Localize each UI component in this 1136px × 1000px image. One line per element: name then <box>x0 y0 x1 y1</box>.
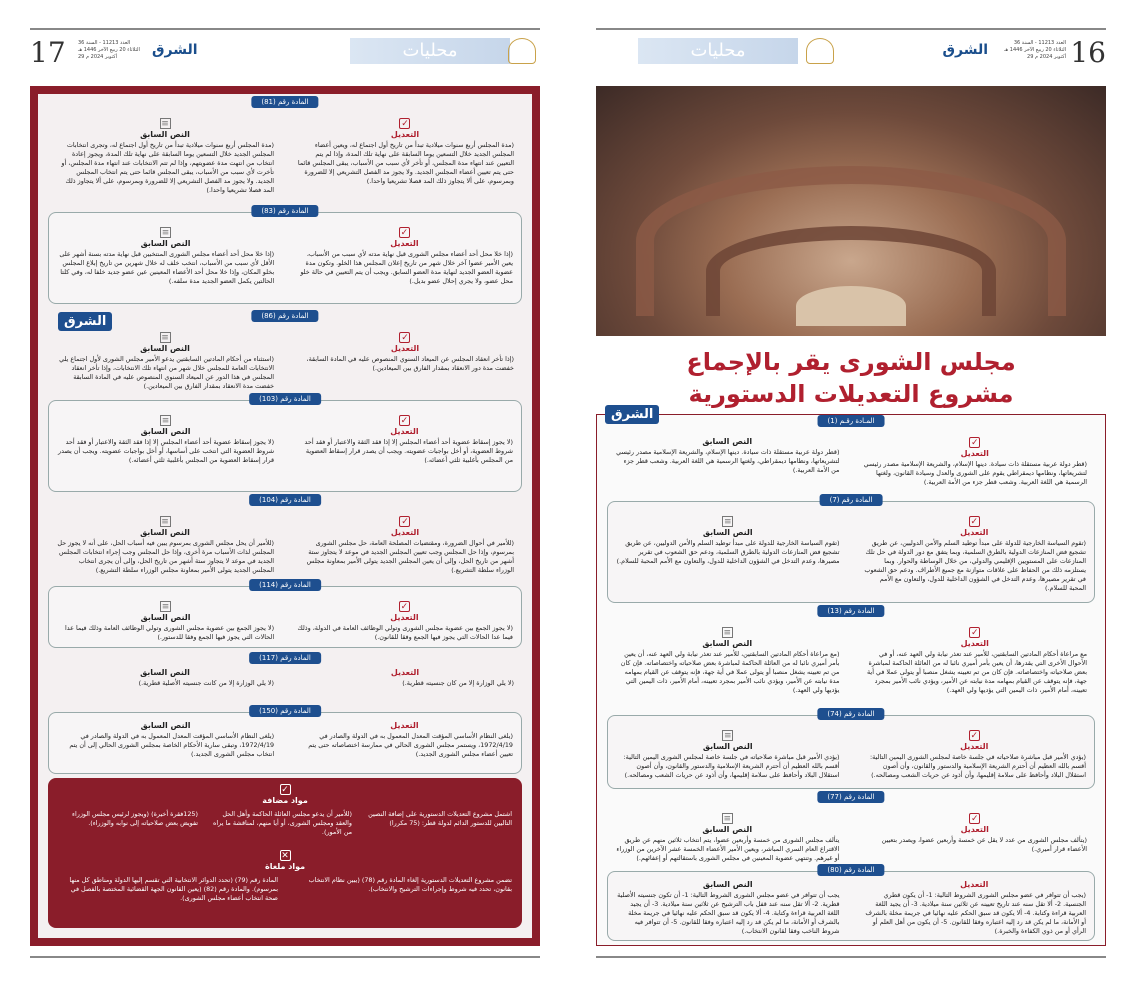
amended-heading: التعديل <box>390 721 419 730</box>
previous-heading: النص السابق <box>702 437 753 446</box>
article-title: المادة رقم (81) <box>251 96 318 108</box>
document-icon: ≡ <box>161 333 169 343</box>
close-icon: ✕ <box>281 851 289 861</box>
amended-heading: التعديل <box>960 742 989 751</box>
article-title: المادة رقم (80) <box>817 864 884 876</box>
previous-text: (إذا خلا محل أحد أعضاء مجلس الشورى المنتخبين قبل نهاية مدته بسنة أشهر على الأقل لأي سبب من الأسباب، انتخب خلف له خلال شهرين من تاريخ إبلاغ المجلس بخلو المكان، وإذا خلا محل أحد الأعضاء المعينين عين عضو جديد خلفا له، وفي كلتا الحالتين يكمل العضو الجديد مدة سلفه.) <box>59 250 275 285</box>
article-title: المادة رقم (150) <box>249 705 321 717</box>
previous-text: (لا يجوز إسقاط عضوية أحد أعضاء المجلس إلا إذا فقد الثقة والاعتبار أو فقد أحد شروط العضوية التي انتخب على أساسها، أو أخل بواجبات عضويته. ويجب أن يصدر قرار إسقاط العضوية من المجلس بأغلبية ثلثي أعضائه.) <box>58 438 275 464</box>
check-icon: ✓ <box>401 517 409 527</box>
newspaper-logo-small: الشرق <box>605 405 659 424</box>
article-title: المادة رقم (86) <box>251 310 318 322</box>
document-icon: ≡ <box>161 416 170 426</box>
article-103 <box>48 395 522 492</box>
document-icon: ≡ <box>161 517 169 527</box>
section-emblem-icon <box>806 38 834 64</box>
amended-heading: التعديل <box>390 528 420 537</box>
amended-heading: التعديل <box>390 239 419 248</box>
previous-heading: النص السابق <box>140 668 190 677</box>
amended-text: (مدة المجلس أربع سنوات ميلادية تبدأ من تاريخ أول اجتماع له، ويعين أعضاء المجلس الجديد خلال التسعين يوما السابقة على نهاية تلك المدة، وإذا لم يتم التعيين عند انتهاء مدة المجلس، أو تأخر لأي سبب من الأسباب، يبقى المجلس قائما حتى يتم تعيين أعضاء المجلس الجديد. ولا يجوز مد الفصل التشريعي إلا للضرورة وبمرسوم، على ألا يتجاوز ذلك المد فصلا تشريعيا واحدا.) <box>297 141 514 185</box>
article-title: المادة رقم (74) <box>817 708 884 720</box>
previous-text: (تقوم السياسة الخارجية للدولة على مبدأ توطيد السلم والأمن الدوليين، عن طريق تشجيع فض المنازعات الدولية بالطرق السلمية، ودعم حق الشعوب في تقرير مصيرها، وعدم التدخل في الشؤون الداخلية للدول، والتعاون مع الأمم المحبة للسلام.) <box>616 539 840 565</box>
previous-heading: النص السابق <box>140 721 191 730</box>
amended-heading: التعديل <box>390 130 420 139</box>
bottom-rule <box>30 956 540 958</box>
check-icon: ✓ <box>401 333 409 343</box>
page-number: 16 <box>1070 36 1106 69</box>
article-81 <box>48 98 522 200</box>
article-title: المادة رقم (114) <box>249 579 321 591</box>
check-icon: ✓ <box>400 228 409 238</box>
added-removed-box <box>48 778 522 928</box>
page-number: 17 <box>30 36 66 69</box>
check-icon: ✓ <box>400 602 409 612</box>
added-text-2: (للأمير أن يدعو مجلس العائلة الحاكمة وأهل الحل والعقد ومجلس الشورى، أو أيا منهم، لمناقشة ما يراه من الأمور). <box>213 810 352 836</box>
article-150 <box>48 707 522 774</box>
document-icon: ≡ <box>161 119 169 129</box>
article-title: المادة رقم (104) <box>249 494 321 506</box>
shura-council-photo <box>596 86 1106 336</box>
previous-heading: النص السابق <box>140 130 190 139</box>
document-icon: ≡ <box>723 814 731 824</box>
document-icon: ≡ <box>723 628 731 638</box>
document-icon: ≡ <box>161 602 170 612</box>
previous-heading: النص السابق <box>140 528 190 537</box>
article-title: المادة رقم (13) <box>817 605 884 617</box>
amended-heading: التعديل <box>960 528 989 537</box>
article-104 <box>48 496 522 578</box>
top-rule <box>596 28 1106 30</box>
previous-heading: النص السابق <box>140 613 191 622</box>
article-1 <box>607 417 1095 489</box>
amended-heading: التعديل <box>390 613 419 622</box>
issue-info: العدد 11213 - السنة 36 الثلاثاء 20 ربيع الآخر 1446 هـ 29 أكتوبر 2024 م <box>78 40 140 60</box>
previous-text: (لا يلي الوزارة إلا من كانت جنسيته الأصلية قطرية.) <box>138 679 275 687</box>
section-title: محليات <box>638 38 798 64</box>
previous-heading: النص السابق <box>140 239 191 248</box>
articles-frame <box>596 407 1106 946</box>
removed-heading: مواد ملغاة <box>264 862 306 871</box>
amended-text: (إذا تأخر انعقاد المجلس عن الميعاد السنوي المنصوص عليه في المادة السابقة، خفضت مدة دور الانعقاد بمقدار الفارق بين الميعادين.) <box>306 355 514 372</box>
amended-heading: التعديل <box>390 668 420 677</box>
check-icon: ✓ <box>400 416 409 426</box>
check-icon: ✓ <box>970 628 979 638</box>
check-icon: ✓ <box>281 785 289 795</box>
previous-heading: النص السابق <box>702 528 753 537</box>
previous-heading: النص السابق <box>702 742 753 751</box>
amended-text: (يتألف مجلس الشورى من عدد لا يقل عن خمسة وأربعين عضوا، ويصدر بتعيين الأعضاء قرار أميري.) <box>881 836 1087 853</box>
added-heading: مواد مضافة <box>262 796 308 805</box>
previous-heading: النص السابق <box>702 825 753 834</box>
amended-text: (يلغى النظام الأساسي المؤقت المعدل المعمول به في الدولة والصادر في 1972/4/19، ويستمر مجلس الشورى الحالي في ممارسة اختصاصاته حتى يتم تعيين أعضاء مجلس الشورى الجديد.) <box>308 732 513 758</box>
masthead <box>30 34 540 68</box>
article-7 <box>607 496 1095 603</box>
check-icon: ✓ <box>970 731 978 741</box>
newspaper-logo: الشرق <box>942 42 988 58</box>
previous-text: يتألف مجلس الشورى من خمسة وأربعين عضوا، يتم انتخاب ثلاثين منهم عن طريق الاقتراع العام السري المباشر، ويعين الأمير الأعضاء الخمسة عشر الآخرين من الوزراء أو غيرهم. وتنتهي عضوية المعينين في مجلس الشورى باستقالتهم أو إعفائهم.) <box>616 836 840 862</box>
previous-text: (قطر دولة عربية مستقلة ذات سيادة. دينها الإسلام، والشريعة الإسلامية مصدر رئيسي لتشريعاتها، ونظامها ديمقراطي، ولغتها الرسمية هي اللغة العربية. وشعب قطر جزء من الأمة العربية.) <box>616 448 840 474</box>
article-74 <box>607 710 1095 789</box>
amended-text: (لا يلي الوزارة إلا من كان جنسيته قطرية.) <box>402 679 514 687</box>
previous-text: (مدة المجلس أربع سنوات ميلادية تبدأ من تاريخ أول اجتماع له، وتجرى انتخابات المجلس الجديد خلال التسعين يوما السابقة على نهاية تلك المدة، ويجوز إعادة انتخاب من انتهت مدة عضويتهم، وإذا لم تتم الانتخابات عند انتهاء مدة المجلس، أو تأخرت لأي سبب من الأسباب، يبقى المجلس قائما حتى يتم انتخاب المجلس الجديد. ولا يجوز مد الفصل التشريعي إلا للضرورة وبمرسوم، على ألا يتجاوز ذلك المد فصلا تشريعيا واحدا.) <box>61 141 275 194</box>
amended-text: (لا يجوز الجمع بين عضوية مجلس الشورى وتولي الوظائف العامة في الدولة، وذلك فيما عدا الحالات التي يجوز فيها الجمع وفقا للقانون.) <box>297 624 513 641</box>
previous-text: يجب أن تتوافر في عضو مجلس الشورى الشروط التالية: 1- أن تكون جنسيته الأصلية قطرية. 2- ألا تقل سنه عند قفل باب الترشيح عن ثلاثين سنة ميلادية. 3- أن يجيد اللغة العربية قراءة وكتابة. 4- ألا يكون قد سبق الحكم عليه نهائيا في جريمة مخلة بالشرف أو الأمانة، ما لم يكن قد رد إليه اعتباره وفقا للقانون. 5- أن تتوافر فيه شروط الناخب وفقا لقانون الانتخاب.) <box>617 891 840 935</box>
check-icon: ✓ <box>970 438 979 448</box>
amended-heading: التعديل <box>960 449 989 458</box>
previous-text: (مع مراعاة أحكام المادتين السابقتين، للأمير عند تعذر نيابة ولي العهد عنه، أن يعين بأمر أميري نائبا له من العائلة الحاكمة لمباشرة بعض صلاحياته واختصاصاته. فإن كان من تم تعيينه يشغل منصبا أو يتولى عملا في أية جهة، فإنه يتوقف عن القيام بمهامه مدة نيابته عن الأمير، ويؤدي نائب الأمير بمجرد تعيينه، أمام الأمير، ذات اليمين التي يؤديها ولي العهد.) <box>620 650 840 694</box>
removed-text-1: تضمن مشروع التعديلات الدستورية إلغاء المادة رقم (78) (يبين نظام الانتخاب بقانون، تحدد فيه شروط وإجراءات الترشيح والانتخاب). <box>308 876 512 893</box>
amended-text: (قطر دولة عربية مستقلة ذات سيادة. دينها الإسلام، والشريعة الإسلامية مصدر رئيسي لتشريعاتها، ونظامها ديمقراطي يقوم على الشورى والعدل وسيادة القانون، ولغتها الرسمية هي اللغة العربية. وشعب قطر جزء من الأمة العربية.) <box>863 460 1087 486</box>
amended-heading: التعديل <box>960 825 989 834</box>
amended-text: (للأمير في أحوال الضرورة، ومقتضيات المصلحة العامة، حل مجلس الشورى بمرسوم، وإذا حل المجلس وجب تعيين المجلس الجديد في موعد لا يتجاوز ستة أشهر من تاريخ الحل، وإلى أن يعين المجلس الجديد يتولى الأمير بمعاونة مجلس الوزراء سلطة التشريع.) <box>306 539 514 574</box>
amended-heading: التعديل <box>390 344 420 353</box>
article-title: المـادة رقـم (1) <box>818 415 885 427</box>
articles-frame <box>30 86 540 946</box>
article-13 <box>607 607 1095 703</box>
article-114 <box>48 581 522 648</box>
newspaper-logo: الشرق <box>152 42 198 58</box>
article-title: المادة رقم (103) <box>249 393 321 405</box>
amended-heading: التعديل <box>960 880 989 889</box>
section-title: محليات <box>350 38 510 64</box>
check-icon: ✓ <box>970 814 979 824</box>
amended-text: (إذا خلا محل أحد أعضاء مجلس الشورى قبل نهاية مدته لأي سبب من الأسباب، يعين الأمير عضوا آخر خلال شهر من تاريخ إعلان المجلس هذا الخلو. وتكون مدة عضوية العضو الجديد لنهاية مدة العضو السابق. ويجب أن يتم التعيين في حالة خلو محل عضو، ولا يجري إحلال عضو بديل.) <box>300 250 513 285</box>
headline: مجلس الشورى يقر بالإجماع مشروع التعديلات الدستورية <box>686 348 1016 408</box>
added-text-3: (125فقرة أخيرة) (ويجوز لرئيس مجلس الوزراء تفويض بعض صلاحياته إلى نوابه والوزراء). <box>71 810 198 827</box>
masthead <box>596 34 1106 68</box>
previous-text: (لا يجوز الجمع بين عضوية مجلس الشورى وتولي الوظائف العامة وذلك فيما عدا الحالات التي يجوز فيها الجمع وفقا للدستور.) <box>64 624 275 641</box>
previous-text: (يؤدي الأمير قبل مباشرة صلاحياته في جلسة خاصة لمجلس الشورى اليمين التالية: أقسم بالله العظيم أن أحترم الشريعة الإسلامية والدستور والقانون، وأن أصون استقلال البلاد وأحافظ على سلامة إقليمها، وأن أذود عن حريات الشعب ومصالحه.) <box>623 753 840 779</box>
amended-heading: التعديل <box>390 427 419 436</box>
amended-text: مع مراعاة أحكام المادتين السابقتين، للأمير عند تعذر نيابة ولي العهد عنه، أو في الأحوال الأخرى التي يقدرها، أن يعين بأمر أميري نائبا له من العائلة الحاكمة لمباشرة بعض صلاحياته واختصاصاته. فإن كان من تم تعيينه يشغل منصبا أو يتولى عملا في أية جهة، فإنه يتوقف عن القيام بمهامه مدة نيابته عن الأمير، ويؤدي نائب الأمير بمجرد تعيينه، أمام الأمير، ذات اليمين التي يؤديها ولي العهد.) <box>866 650 1087 694</box>
document-icon: ≡ <box>161 228 170 238</box>
page-16 <box>596 28 1106 958</box>
bottom-rule <box>596 956 1106 958</box>
issue-info: العدد 11213 - السنة 36 الثلاثاء 20 ربيع الآخر 1446 هـ 29 أكتوبر 2024 م <box>1004 40 1066 60</box>
amended-text: (يؤدي الأمير قبل مباشرة صلاحياته في جلسة خاصة لمجلس الشورى اليمين التالية: أقسم بالله العظيم أن أحترم الشريعة الإسلامية والدستور والقانون، وأن أصون استقلال البلاد وأحافظ على سلامة إقليمها، وأن أذود عن حريات الشعب ومصالحه.) <box>869 753 1086 779</box>
removed-text-2: المادة رقم (79) (تحدد الدوائر الانتخابية التي تقسم إليها الدولة ومناطق كل منها بمرسوم). والمادة رقم (82) (يعين القانون الجهة القضائية المختصة بالفصل في صحة انتخاب أعضاء مجلس الشورى). <box>69 876 278 902</box>
amended-text: (يجب أن تتوافر في عضو مجلس الشورى الشروط التالية: 1- أن يكون قطري الجنسية. 2- ألا تقل سنه عند تاريخ تعيينه عن ثلاثين سنة ميلادية. 3- أن يجيد اللغة العربية قراءة وكتابة. 4- ألا يكون قد سبق الحكم عليه نهائيا في جريمة مخلة بالشرف أو الأمانة، ما لم يكن قد رد إليه اعتباره وفقا للقانون. 5- أن يكون من أهل العلم أو الرأي أو من ذوي الكفاءة والخبرة.) <box>865 891 1086 935</box>
section-emblem-icon <box>508 38 536 64</box>
previous-text: (للأمير أن يحل مجلس الشورى بمرسوم يبين فيه أسباب الحل، على أنه لا يجوز حل المجلس لذات الأسباب مرة أخرى، وإذا حل المجلس وجب إجراء انتخابات المجلس الجديد في موعد لا يتجاوز ستة أشهر من تاريخ الحل، وإلى أن يجرى انتخاب المجلس الجديد يتولى الأمير بمعاونة مجلس الوزراء سلطة التشريع.) <box>57 539 275 574</box>
previous-heading: النص السابق <box>702 880 753 889</box>
article-117 <box>48 654 522 702</box>
article-77 <box>607 793 1095 862</box>
top-rule <box>30 28 540 30</box>
article-title: المادة رقم (7) <box>820 494 883 506</box>
previous-heading: النص السابق <box>702 639 753 648</box>
check-icon: ✓ <box>401 119 409 129</box>
article-title: المادة رقم (83) <box>251 205 318 217</box>
previous-heading: النص السابق <box>140 344 190 353</box>
article-title: المادة رقم (117) <box>249 652 321 664</box>
added-text-1: اشتمل مشروع التعديلات الدستورية على إضافة النصين التاليين للدستور الدائم لدولة قطر: (75 مكررا) <box>368 810 512 827</box>
amended-text: (لا يجوز إسقاط عضوية أحد أعضاء المجلس إلا إذا فقد الثقة والاعتبار أو فقد أحد شروط العضوية، أو أخل بواجبات عضويته. ويجب أن يصدر قرار إسقاط العضوية من المجلس بأغلبية ثلثي أعضائه.) <box>304 438 513 464</box>
check-icon: ✓ <box>970 517 978 527</box>
previous-text: (استثناء من أحكام المادتين السابقتين يدعو الأمير مجلس الشورى لأول اجتماع يلي الانتخابات العامة للمجلس خلال شهر من انتهاء تلك الانتخابات، وإذا تأخر انعقاد المجلس في هذا الدور عن الميعاد السنوي المنصوص عليه في المادة السابقة خفضت مدة الانعقاد بمقدار الفارق بين الميعادين.) <box>59 355 275 390</box>
amended-heading: التعديل <box>960 639 989 648</box>
previous-text: (يلغى النظام الأساسي المؤقت المعدل المعمول به في الدولة والصادر في 1972/4/19، وتبقى سارية الأحكام الخاصة بمجلس الشورى الحالي إلى أن يتم انتخاب مجلس الشورى الجديد.) <box>69 732 275 758</box>
article-83 <box>48 207 522 304</box>
amended-text: (تقوم السياسة الخارجية للدولة على مبدأ توطيد السلم والأمن الدوليين، عن طريق تشجيع فض المنازعات الدولية بالطرق السلمية، وبما يتفق مع دور الدولة في حل تلك المنازعات على المستويين الإقليمي والدولي، من خلال الوساطة والحوار. وبما يستلزمه ذلك من الحفاظ على علاقات متوازنة مع جميع الأطراف. ودعم حق الشعوب في تقرير مصيرها، وعدم التدخل في الشؤون الداخلية للدول، والتعاون مع الأمم المحبة للسلام.) <box>864 539 1086 592</box>
article-80 <box>607 866 1095 941</box>
document-icon: ≡ <box>724 731 732 741</box>
article-86 <box>48 312 522 390</box>
newspaper-logo-small: الشرق <box>58 312 112 331</box>
page-17 <box>30 28 540 958</box>
article-title: المادة رقم (77) <box>817 791 884 803</box>
previous-heading: النص السابق <box>140 427 191 436</box>
document-icon: ≡ <box>724 517 732 527</box>
